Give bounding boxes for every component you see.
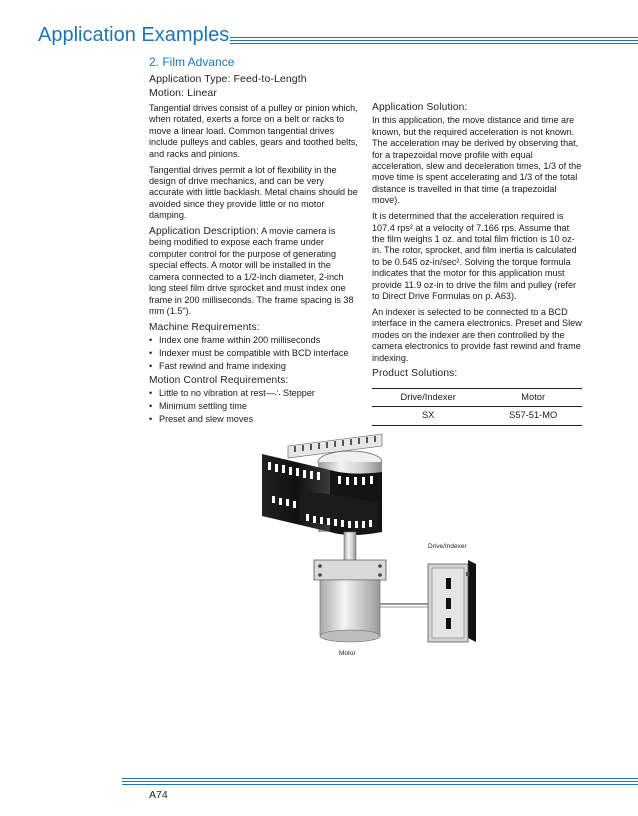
table-cell: SX	[372, 407, 484, 425]
motion-control-requirements-title: Motion Control Requirements:	[149, 374, 289, 386]
list-item: • Fast rewind and frame indexing	[149, 361, 359, 372]
table-header-row	[372, 388, 582, 406]
footer-rule	[122, 784, 638, 785]
footer-rule	[122, 781, 638, 782]
solution-paragraph: It is determined that the acceleration required is 107.4 rps² at a velocity of 7.166 rps. Assume that the film weighs 1 oz. and total film friction is 10 oz-in. The rotor, sprocket, and film inertia is calculated to be 0.545 oz-in/sec². Solving the torque formula indicates that the motor for this application must provide 11.9 oz-in to drive the film and pulley (refer to Direct Drive Formulas on p. A63).	[372, 211, 577, 301]
list-item: • Minimum settling time	[149, 401, 359, 412]
list-item: • Preset and slew moves	[149, 414, 359, 425]
drive-indexer-unit	[428, 560, 476, 642]
intro-paragraph: Tangential drives permit a lot of flexibility in the design of drive mechanics, and can be very accurate with little backlash. Metal chains should be avoided since they provide little or no motor damping.	[149, 164, 358, 221]
right-column	[372, 102, 582, 426]
application-description	[149, 226, 359, 317]
motion-control-requirements-list	[149, 388, 359, 425]
solution-paragraph: An indexer is selected to be connected to a BCD interface in the camera electronics. Preset and Slew modes on the indexer are then controlled by the camera electronics to provide fast rewind and frame indexing.	[372, 306, 582, 363]
header-rule	[230, 43, 638, 44]
motor-body	[320, 580, 380, 642]
description-label: Application Description:	[149, 226, 260, 238]
list-item: • Index one frame within 200 milliseconds	[149, 335, 359, 346]
intro-paragraph: Tangential drives consist of a pulley or pinion which, when rotated, exerts a force on a belt or racks to move a linear load. Common tangential drives include pulleys and cables, gears and toothed belts, and racks and pinions.	[149, 103, 358, 159]
column-header: Drive/Indexer	[372, 388, 484, 406]
description-text: A movie camera is being modified to expose each frame under computer control for the purpose of generating special effects. A motor will be installed in the camera connected to a 1/2-inch diameter, 2-inch long steel film drive sprocket and must index one frame in 200 milliseconds. The frame spacing is 38 mm (1.5").	[149, 226, 354, 316]
page-number: A74	[149, 789, 168, 801]
motor-mounting-plate	[314, 560, 386, 580]
table-cell: S57-51-MO	[484, 407, 582, 425]
page-title: Application Examples	[38, 24, 230, 46]
solution-paragraph: In this application, the move distance and time are known, but the required acceleration is not known. The acceleration may be derived by observing that, for a trapezoidal move profile with equal acceleration, slew and deceleration times, 1/3 of the move time is spent accelerating and 1/3 of the total distance is travelled in that time (a trapezoidal move).	[372, 115, 582, 206]
header-rule	[230, 40, 638, 41]
machine-requirements-list	[149, 335, 359, 372]
motion-type: Motion: Linear	[149, 87, 217, 99]
list-item: • Indexer must be compatible with BCD interface	[149, 348, 359, 359]
table-row	[372, 407, 582, 425]
footer-rule	[122, 778, 638, 779]
motor-label: Motor	[339, 650, 356, 657]
film-advance-illustration	[250, 432, 490, 664]
product-solutions-title: Product Solutions:	[372, 368, 458, 380]
column-header: Motor	[484, 388, 582, 406]
application-solution-title: Application Solution:	[372, 102, 468, 113]
header-rule	[230, 37, 638, 38]
left-column	[149, 103, 359, 427]
machine-requirements-title: Machine Requirements:	[149, 321, 260, 333]
motor-shaft	[344, 532, 356, 562]
drive-indexer-label: Drive/Indexer	[428, 543, 467, 550]
section-title: 2. Film Advance	[149, 55, 235, 69]
list-item: • Little to no vibration at rest—∴ Stepper	[149, 388, 359, 399]
application-type: Application Type: Feed-to-Length	[149, 73, 307, 85]
product-table	[372, 388, 582, 426]
